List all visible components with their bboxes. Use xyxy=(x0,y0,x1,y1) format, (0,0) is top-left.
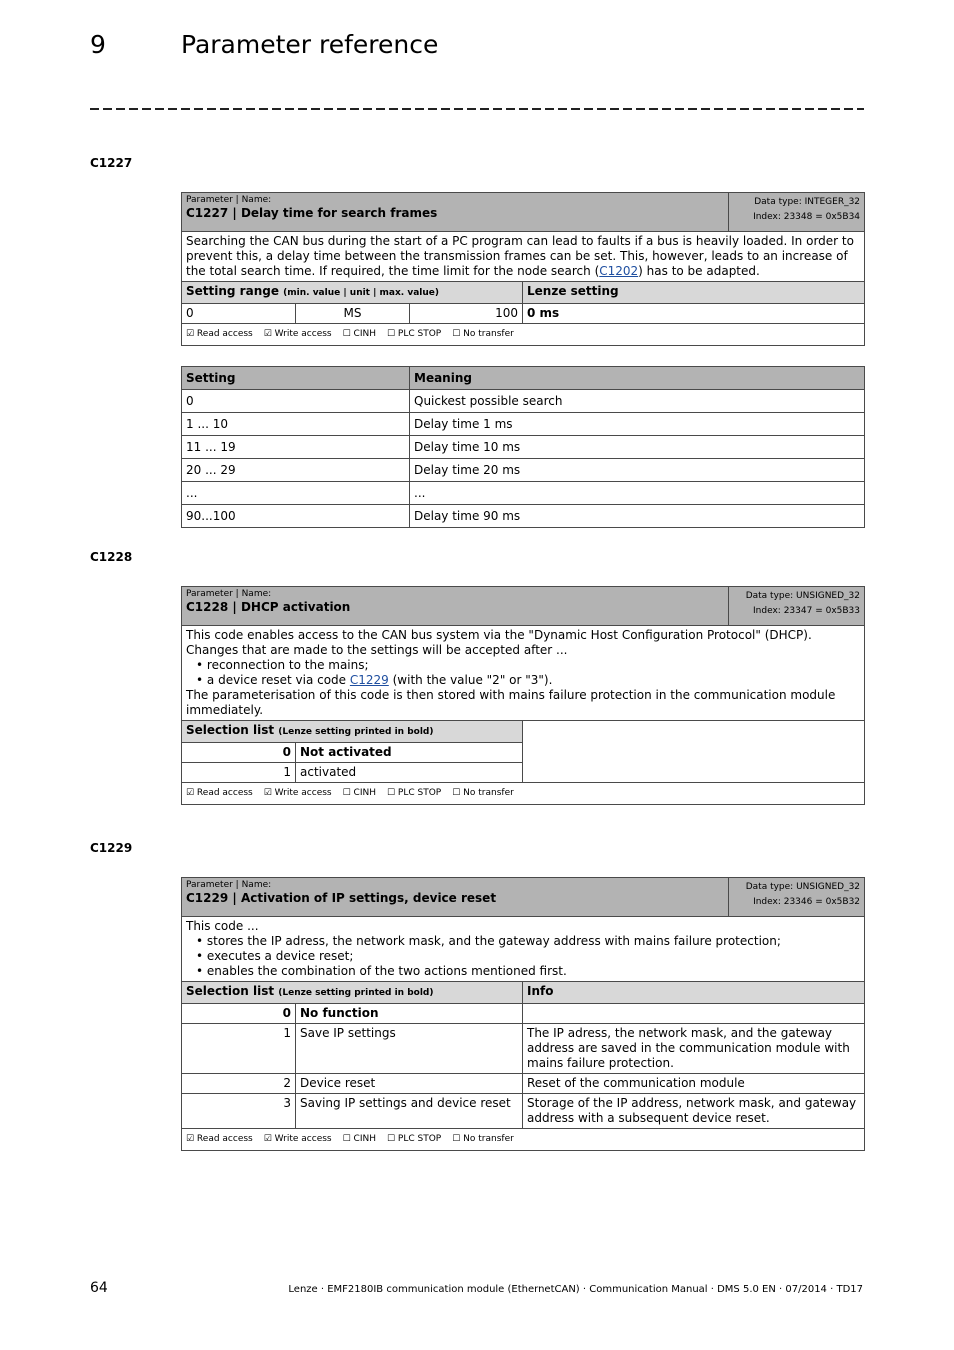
data-type: Data type: INTEGER_32 xyxy=(754,197,861,207)
parameter-name: C1229 | Activation of IP settings, device reset xyxy=(186,891,497,905)
data-type: Data type: UNSIGNED_32 xyxy=(745,882,861,892)
table-row: 1 ... 10 Delay time 1 ms xyxy=(182,413,865,436)
chapter-title: Parameter reference xyxy=(181,30,439,59)
c1227-setting-table xyxy=(181,366,865,528)
table-row: ... ... xyxy=(182,482,865,505)
index: Index: 23347 = 0x5B33 xyxy=(753,606,860,616)
table-row: 90...100 Delay time 90 ms xyxy=(182,505,865,528)
link-c1202[interactable]: C1202 xyxy=(599,264,639,278)
c1228-description: This code enables access to the CAN bus system via the "Dynamic Host Configuration Protocol" (DHCP). Changes that are made to the settings will be accepted after ... • reconnection to the mains; • a device reset via code C1229 (with the value "2" or "3"). The parameterisation of this code is then stored with mains failure protection in the communication module immediately. xyxy=(182,626,865,721)
footer-text: Lenze · EMF2180IB communication module (EthernetCAN) · Communication Manual · DMS 5.0 EN · 07/2014 · TD17 xyxy=(288,1284,863,1295)
c1227-description: Searching the CAN bus during the start of a PC program can lead to faults if a bus is heavily loaded. In order to prevent this, a delay time between the transmission frames can be set. This, however, leads to an increase of the total search time. If required, the time limit for the node search (C1202) has to be adapted. xyxy=(182,232,865,282)
c1227-heading: C1227 xyxy=(90,156,133,170)
col-setting: Setting xyxy=(182,367,410,390)
lenze-setting-label: Lenze setting xyxy=(523,282,865,304)
list-item: 0 Not activated xyxy=(182,743,865,763)
c1229-description: This code ... • stores the IP adress, the network mask, and the gateway address with mains failure protection; • executes a device reset; • enables the combination of the two actions mentioned first. xyxy=(182,917,865,982)
list-item: 1 activated xyxy=(182,763,865,783)
list-item: 0 No function xyxy=(182,1004,865,1024)
unit: MS xyxy=(296,304,410,324)
param-label: Parameter | Name: xyxy=(186,589,272,599)
table-row: 20 ... 29 Delay time 20 ms xyxy=(182,459,865,482)
access-flags: ☑ Read access ☑ Write access ☐ CINH ☐ PLC STOP ☐ No transfer xyxy=(182,783,865,805)
table-row: 0 Quickest possible search xyxy=(182,390,865,413)
param-label: Parameter | Name: xyxy=(186,195,272,205)
table-row: 11 ... 19 Delay time 10 ms xyxy=(182,436,865,459)
list-item: 1 Save IP settings The IP adress, the network mask, and the gateway address are saved in the communication module with mains failure protection. xyxy=(182,1024,865,1074)
index: Index: 23348 = 0x5B34 xyxy=(753,212,861,222)
col-meaning: Meaning xyxy=(410,367,865,390)
param-label: Parameter | Name: xyxy=(186,880,272,890)
parameter-name: C1227 | Delay time for search frames xyxy=(186,206,438,220)
parameter-name: C1228 | DHCP activation xyxy=(186,600,351,614)
list-item: 3 Saving IP settings and device reset Storage of the IP address, network mask, and gateway address with a subsequent device reset. xyxy=(182,1094,865,1129)
link-c1229[interactable]: C1229 xyxy=(349,673,389,687)
access-flags: ☑ Read access ☑ Write access ☐ CINH ☐ PLC STOP ☐ No transfer xyxy=(182,1129,865,1151)
header-divider xyxy=(90,108,864,110)
index: Index: 23346 = 0x5B32 xyxy=(753,897,861,907)
c1227-parameter-table: Parameter | Name: C1227 | Delay time for search frames Data type: INTEGER_32 Index: 23348 = 0x5B34 Searching the CAN bus during the start of a PC program can lead to faults if a bus is heavily loaded. In order to prevent this, a delay time between the transmission frames can be set. This, however, leads to an increase of the total search time. If required, the time limit for the node search (C1202) has to be adapted. Setting range (min. value | unit | max. value) Lenze setting 0 MS 100 0 ms ☑ Read access ☑ Write access ☐ CINH ☐ PLC STOP ☐ No transfer xyxy=(181,192,865,346)
setting-range-label: Setting range xyxy=(186,284,279,298)
page-number: 64 xyxy=(90,1280,108,1296)
c1228-parameter-table: Parameter | Name: C1228 | DHCP activation Data type: UNSIGNED_32 Index: 23347 = 0x5B33 This code enables access to the CAN bus system via the "Dynamic Host Configuration Protocol" (DHCP). Changes that are made to the settings will be accepted after ... • reconnection to the mains; • a device reset via code C1229 (with the value "2" or "3"). The parameterisation of this code is then stored with mains failure protection in the communication module immediately. Selection list (Lenze setting printed in bold) 0 Not activated 1 activated ☑ Read access ☑ Write access ☐ CINH ☐ PLC STOP ☐ No transfer xyxy=(181,586,865,805)
access-flags: ☑ Read access ☑ Write access ☐ CINH ☐ PLC STOP ☐ No transfer xyxy=(182,324,865,346)
c1229-heading: C1229 xyxy=(90,841,133,855)
list-item: 2 Device reset Reset of the communication module xyxy=(182,1074,865,1094)
c1229-parameter-table: Parameter | Name: C1229 | Activation of IP settings, device reset Data type: UNSIGNED_32 Index: 23346 = 0x5B32 This code ... • stores the IP adress, the network mask, and the gateway address with mains failure protection; • executes a device reset; • enables the combination of the two actions mentioned first. Selection list (Lenze setting printed in bold) Info 0 No function 1 Save IP settings The IP adress, the network mask, and the gateway address are saved in the communication module with mains failure protection. 2 Device reset Reset of the communication module 3 Saving IP settings and device reset Storage of the IP address, network mask, and gateway address with a subsequent device reset. ☑ Read access ☑ Write access ☐ CINH ☐ PLC STOP ☐ No transfer xyxy=(181,877,865,1151)
data-type: Data type: UNSIGNED_32 xyxy=(745,591,860,601)
selection-list-label: Selection list xyxy=(186,723,275,737)
selection-list-label: Selection list xyxy=(186,984,275,998)
max-value: 100 xyxy=(410,304,523,324)
c1228-heading: C1228 xyxy=(90,550,133,564)
info-label: Info xyxy=(523,982,865,1004)
chapter-number: 9 xyxy=(90,30,106,59)
min-value: 0 xyxy=(182,304,296,324)
lenze-setting-value: 0 ms xyxy=(523,304,865,324)
